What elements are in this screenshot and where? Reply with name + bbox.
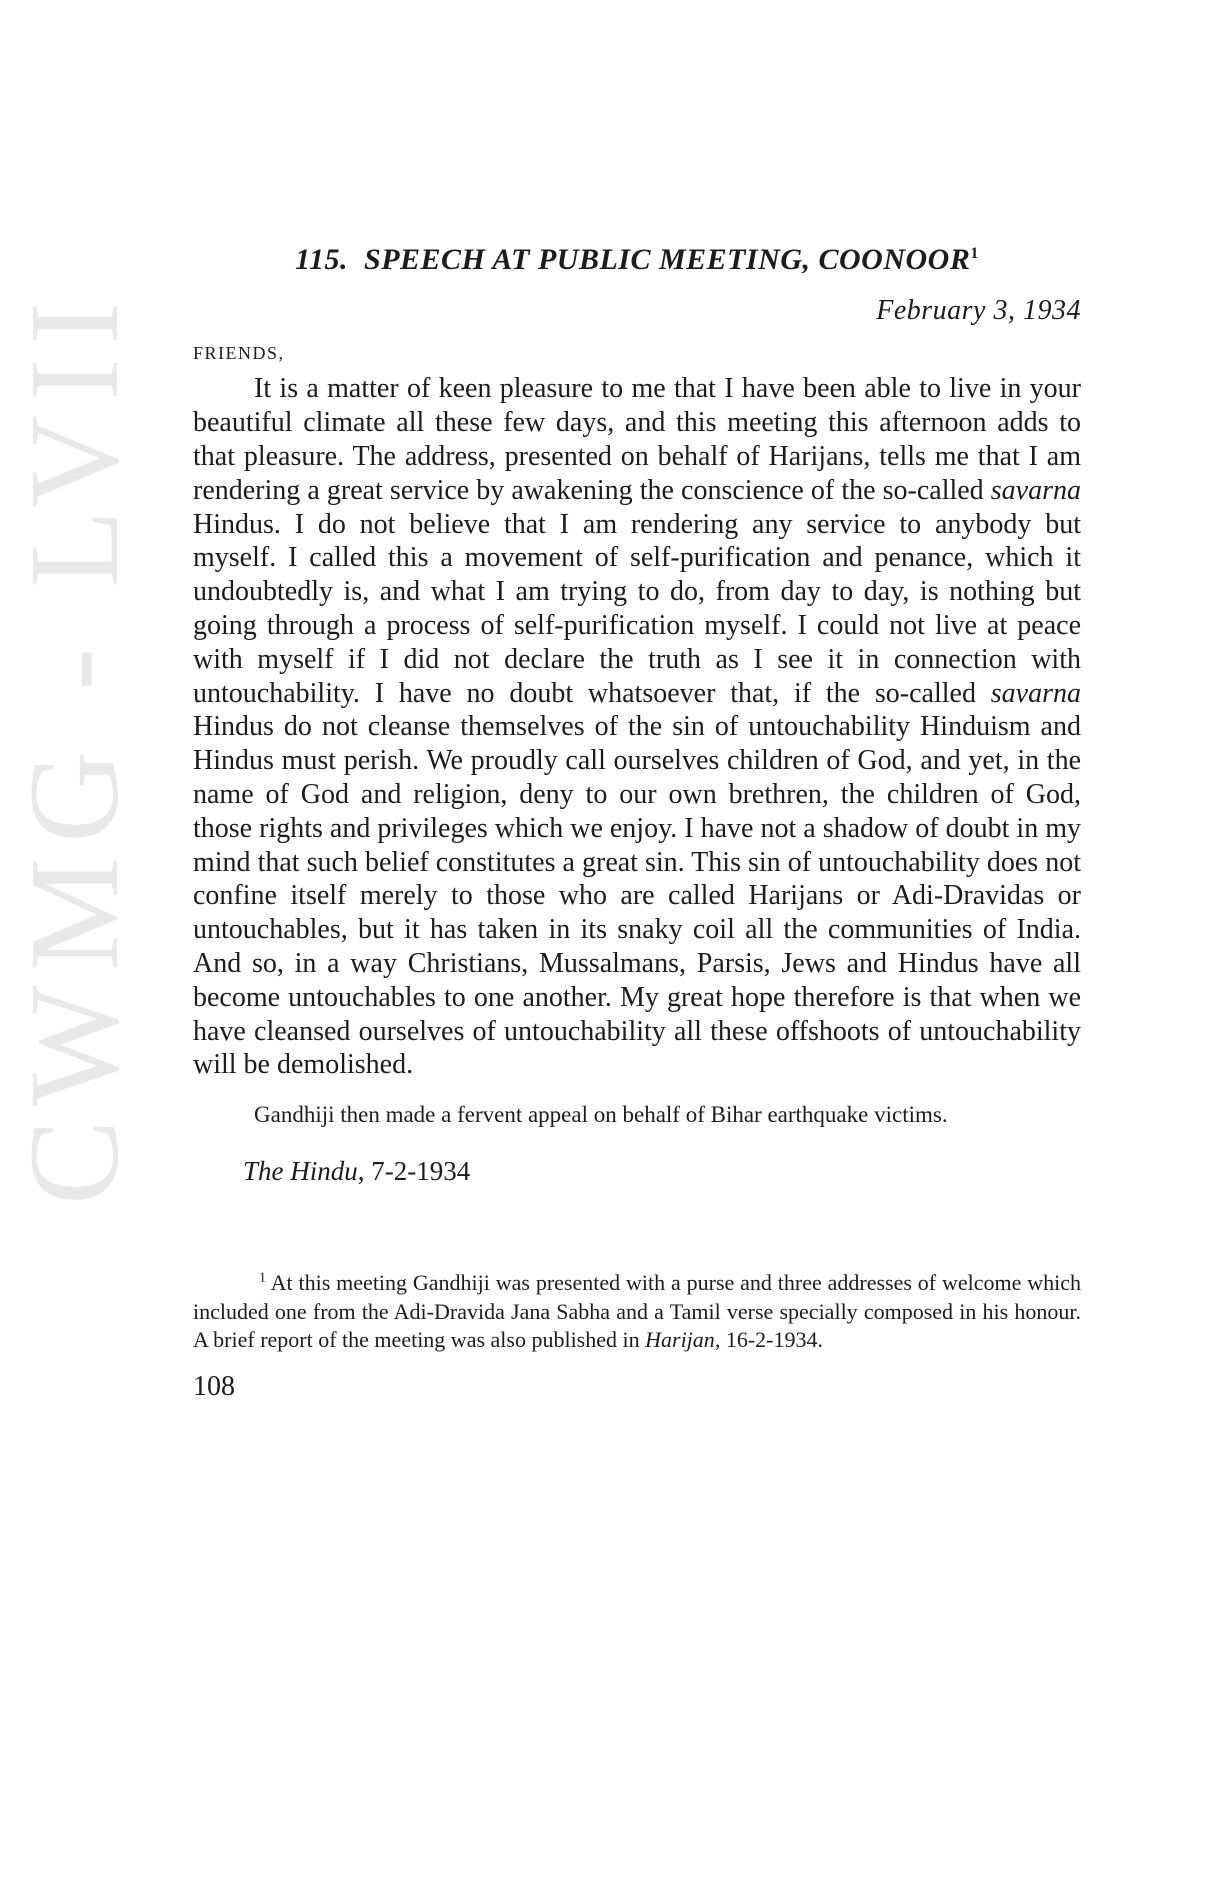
paragraph-term-savarna-2: savarna	[990, 677, 1081, 709]
footnote-publication: Harijan	[645, 1327, 715, 1353]
source-citation	[243, 1156, 1081, 1187]
heading-number: 115.	[295, 243, 349, 276]
editorial-note: Gandhiji then made a fervent appeal on behalf of Bihar earthquake victims.	[254, 1102, 948, 1128]
speech-heading	[193, 240, 1081, 279]
paragraph-term-savarna-1: savarna	[990, 474, 1081, 506]
source-date: , 7-2-1934	[357, 1156, 471, 1187]
footnote-text-1: At this meeting Gandhiji was presented with a purse and three addresses of welcome which included one from the Adi-Dravida Jana Sabha and a Tamil verse specially composed in his honour. A brief report of the meeting was also published in	[193, 1270, 1081, 1353]
speech-paragraph	[193, 372, 1081, 1082]
speech-date: February 3, 1934	[876, 295, 1081, 326]
paragraph-text-3: Hindus do not cleanse themselves of the sin of untouchability Hinduism and Hindus must perish. We proudly call ourselves children of God, and yet, in the name of God and religion, deny to our own brethren, the children of God, those rights and privileges which we enjoy. I have not a shadow of doubt in my mind that such belief constitutes a great sin. This sin of untouchability does not confine itself merely to those who are called Harijans or Adi-Dravidas or untouchables, but it has taken in its snaky coil all the communities of India. And so, in a way Christians, Mussalmans, Parsis, Jews and Hindus have all become untouchables to one another. My great hope therefore is that when we have cleansed ourselves of untouchability all these offshoots of untouchability will be demolished.	[193, 711, 1081, 1081]
heading-title: SPEECH AT PUBLIC MEETING, COONOOR	[364, 243, 971, 276]
document-page	[193, 240, 1081, 1403]
footnote	[193, 1269, 1081, 1355]
footnote-text-2: , 16-2-1934.	[714, 1327, 823, 1353]
paragraph-text-2: Hindus. I do not believe that I am rendering any service to anybody but myself. I called this a movement of self-purification and penance, which it undoubtedly is, and what I am trying to do, from day to day, is nothing but going through a process of self-purification myself. I could not live at peace with myself if I did not declare the truth as I see it in connection with untouchability. I have no doubt whatsoever that, if the so-called	[193, 508, 1081, 709]
source-publication: The Hindu	[243, 1156, 358, 1187]
page-number: 108	[193, 1370, 235, 1402]
footnote-marker: 1	[259, 1270, 266, 1286]
paragraph-text-1: It is a matter of keen pleasure to me that I have been able to live in your beautiful climate all these few days, and this meeting this afternoon adds to that pleasure. The address, presented on behalf of Harijans, tells me that I am rendering a great service by awakening the conscience of the so-called	[193, 373, 1081, 506]
heading-footnote-marker: 1	[970, 245, 979, 262]
salutation: FRIENDS,	[193, 343, 285, 364]
watermark: CWMG - LVII	[3, 287, 145, 1205]
